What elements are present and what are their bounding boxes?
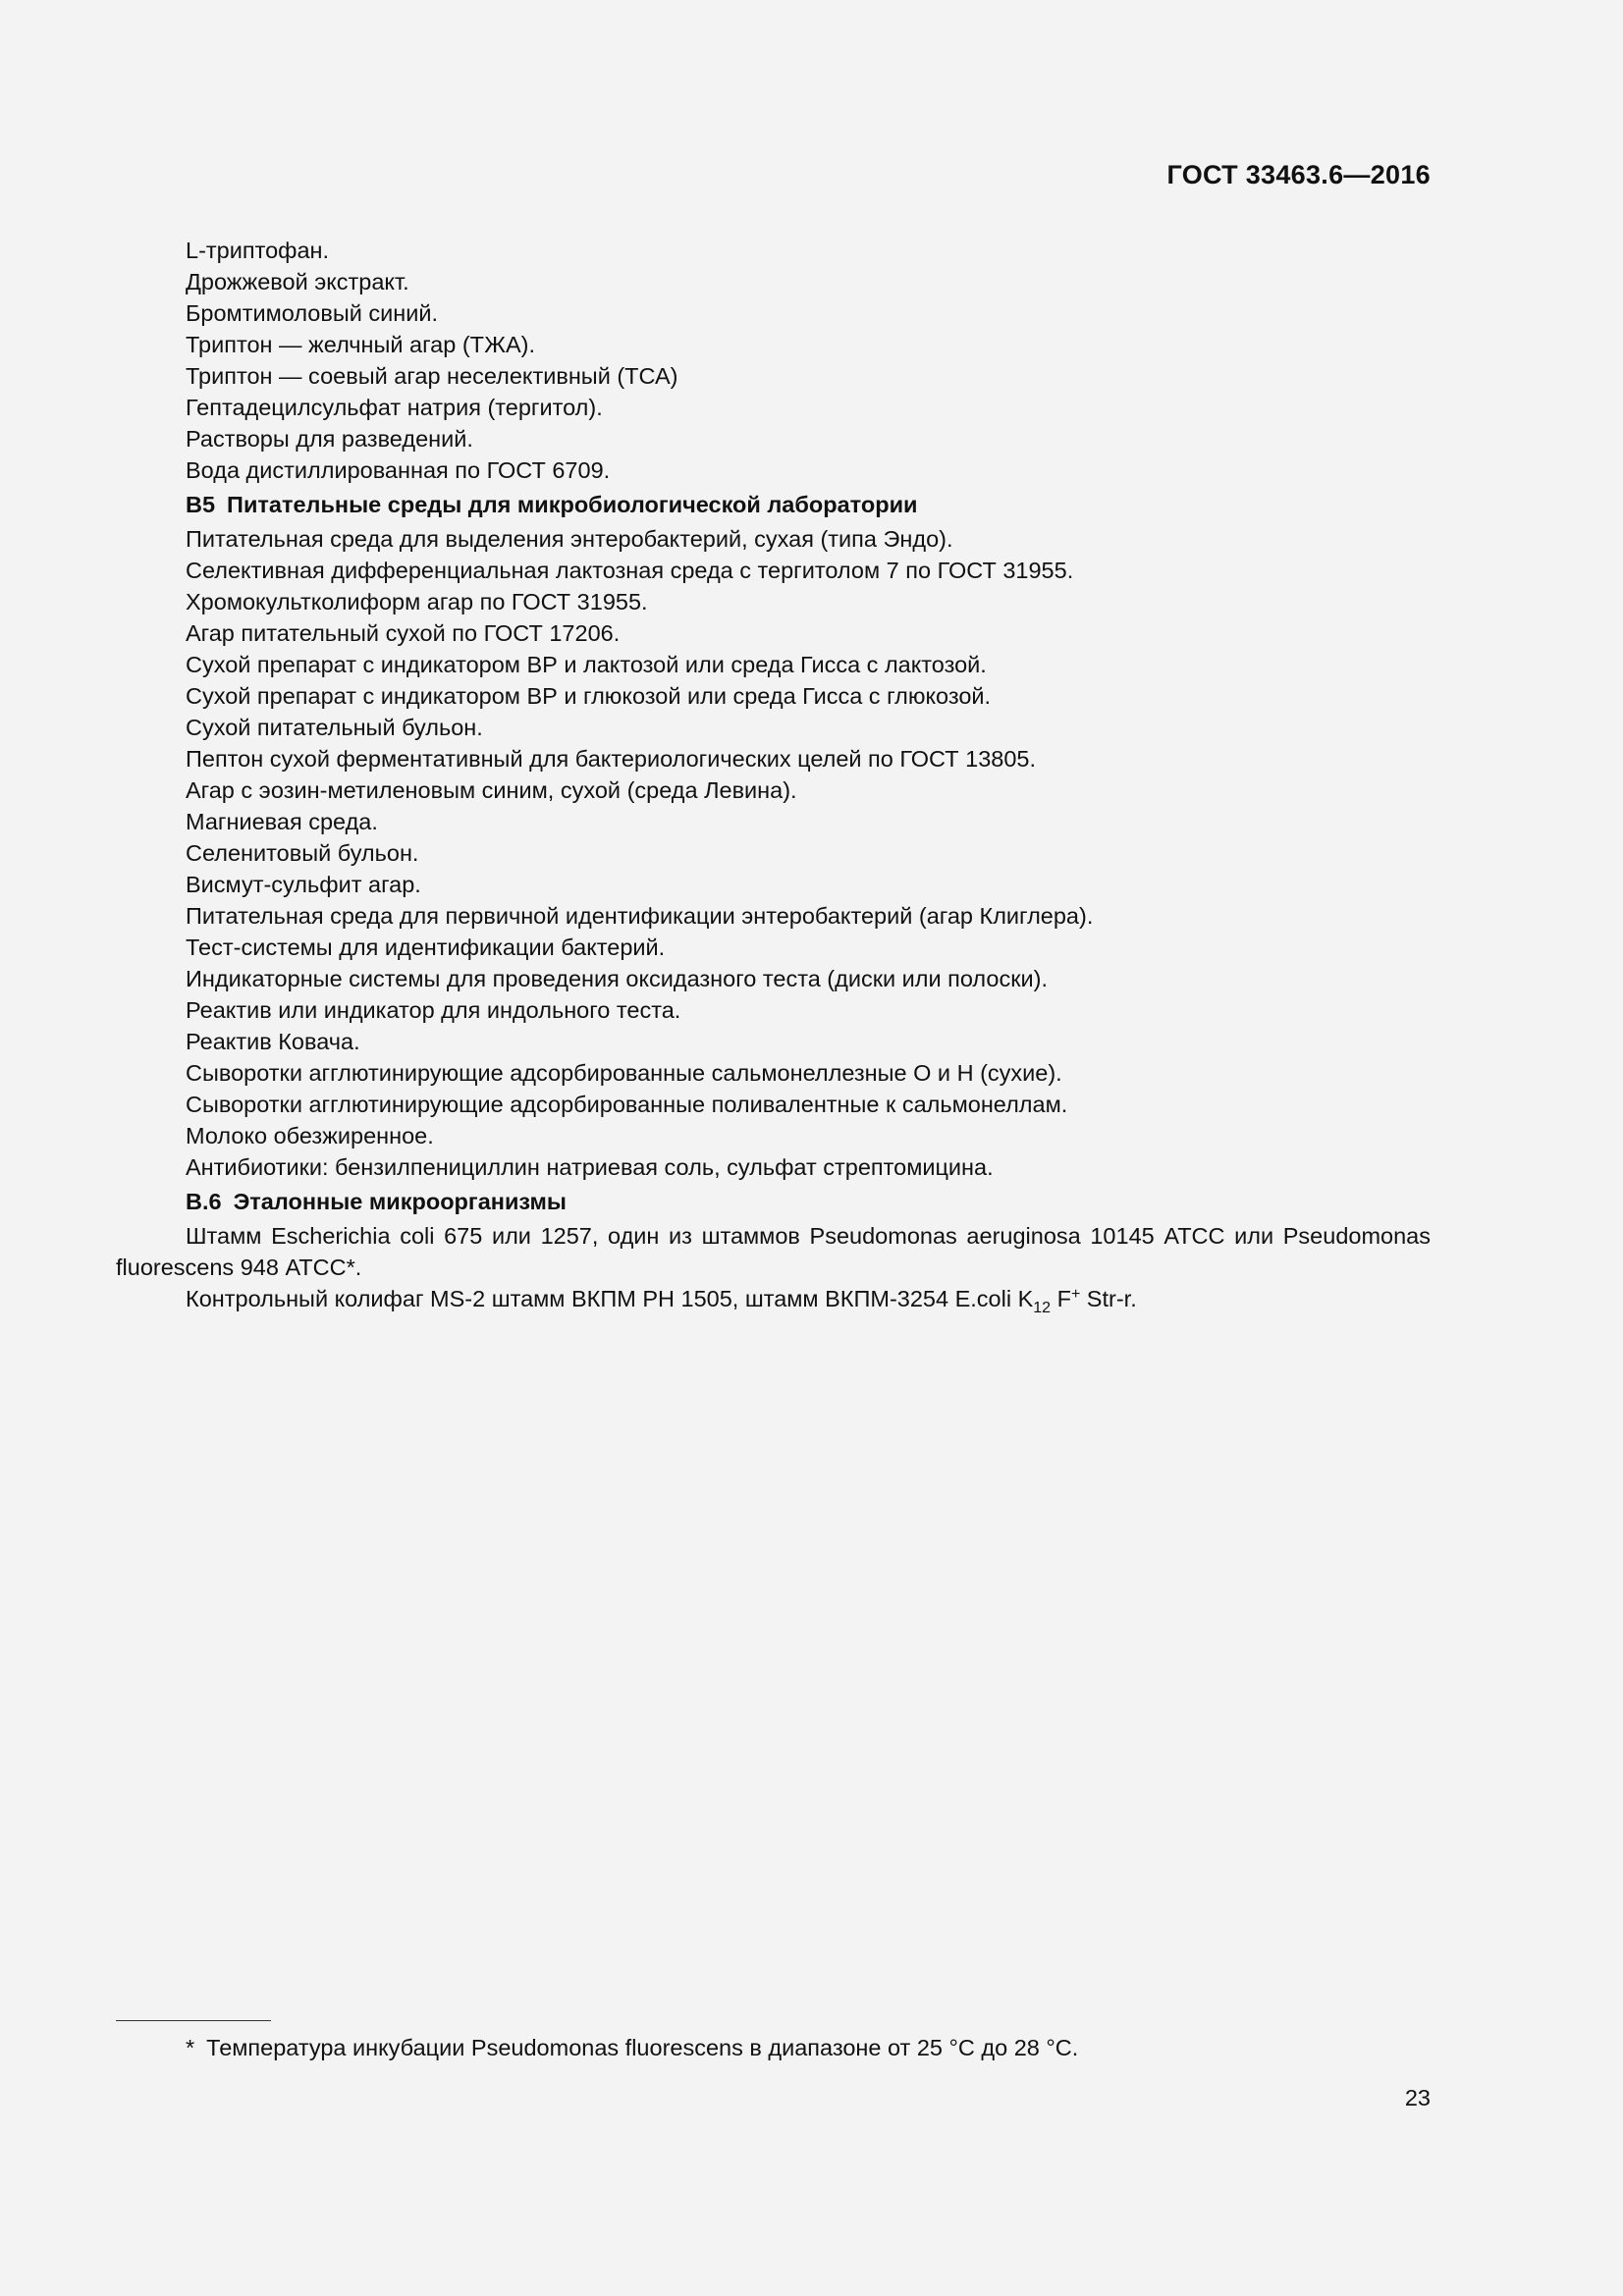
section-title: Эталонные микроорганизмы <box>233 1189 567 1214</box>
phage-text: F <box>1051 1286 1071 1311</box>
list-item: Агар с эозин-метиленовым синим, сухой (среда Левина). <box>186 777 797 803</box>
list-item: Сухой препарат с индикатором ВР и глюкозой или среда Гисса с глюкозой. <box>186 683 992 709</box>
list-item: Вода дистиллированная по ГОСТ 6709. <box>186 457 611 483</box>
list-item: Сыворотки агглютинирующие адсорбированные поливалентные к сальмонеллам. <box>186 1092 1068 1117</box>
list-item: Селективная дифференциальная лактозная среда с тергитолом 7 по ГОСТ 31955. <box>186 558 1074 583</box>
list-item: Реактив или индикатор для индольного теста. <box>186 997 681 1023</box>
list-item: Индикаторные системы для проведения оксидазного теста (диски или полоски). <box>186 966 1048 991</box>
page-number: 23 <box>1404 2085 1431 2110</box>
reference-strains-line-2: fluorescens 948 АТСС*. <box>116 1255 362 1280</box>
list-item: Гептадецилсульфат натрия (тергитол). <box>186 395 603 420</box>
reference-strains-paragraph <box>116 1220 1431 1252</box>
list-item: Дрожжевой экстракт. <box>186 269 409 294</box>
section-number: В.6 <box>186 1189 222 1214</box>
document-body <box>116 235 1431 1314</box>
footnote-text: Температура инкубации Pseudomonas fluorescens в диапазоне от 25 °С до 28 °С. <box>206 2035 1079 2060</box>
list-item: Антибиотики: бензилпенициллин натриевая соль, сульфат стрептомицина. <box>186 1154 994 1180</box>
list-item: Питательная среда для выделения энтеробактерий, сухая (типа Эндо). <box>186 526 953 552</box>
list-item: Сыворотки агглютинирующие адсорбированные сальмонеллезные О и Н (сухие). <box>186 1060 1062 1086</box>
list-item: Реактив Ковача. <box>186 1029 360 1054</box>
list-item: Растворы для разведений. <box>186 426 473 452</box>
phage-text: Str-r. <box>1080 1286 1137 1311</box>
footnote-mark: * <box>186 2035 195 2060</box>
list-item: Селенитовый бульон. <box>186 840 419 866</box>
section-number: В5 <box>186 492 216 517</box>
section-title: Питательные среды для микробиологической лаборатории <box>227 492 918 517</box>
list-item: Сухой препарат с индикатором ВР и лактозой или среда Гисса с лактозой. <box>186 652 987 677</box>
media-list <box>116 523 1431 1183</box>
document-header: ГОСТ 33463.6—2016 <box>1166 160 1431 189</box>
list-item: Питательная среда для первичной идентификации энтеробактерий (агар Клиглера). <box>186 903 1094 929</box>
list-item: Висмут-сульфит агар. <box>186 872 421 897</box>
list-item: Тест-системы для идентификации бактерий. <box>186 934 666 960</box>
list-item: Пептон сухой ферментативный для бактериологических целей по ГОСТ 13805. <box>186 746 1037 772</box>
list-item: Хромокультколиформ агар по ГОСТ 31955. <box>186 589 648 614</box>
list-item: Бромтимоловый синий. <box>186 300 439 326</box>
list-item: Агар питательный сухой по ГОСТ 17206. <box>186 620 621 646</box>
list-item: Магниевая среда. <box>186 809 378 834</box>
phage-text: Контрольный колифаг MS-2 штамм ВКПМ РН 1505, штамм ВКПМ-3254 E.coli K <box>186 1286 1034 1311</box>
reference-strains-line-1: Штамм Escherichia coli 675 или 1257, один из штаммов Pseudomonas aeruginosa 10145 АТСС или Pseudomonas <box>186 1223 1431 1249</box>
phage-superscript: + <box>1070 1286 1081 1303</box>
control-coliphage-paragraph <box>116 1283 1431 1314</box>
footnote-divider <box>116 2020 271 2021</box>
phage-subscript: 12 <box>1033 1300 1052 1316</box>
list-item: Молоко обезжиренное. <box>186 1123 434 1148</box>
section-heading-b6 <box>116 1183 1431 1220</box>
list-item: L-триптофан. <box>186 238 330 263</box>
list-item: Триптон — желчный агар (ТЖА). <box>186 332 535 357</box>
section-heading-b5 <box>116 486 1431 523</box>
list-item: Триптон — соевый агар неселективный (ТСА) <box>186 363 678 389</box>
footnote <box>186 2032 1078 2063</box>
list-item: Сухой питательный бульон. <box>186 715 483 740</box>
reagent-list <box>116 235 1431 486</box>
